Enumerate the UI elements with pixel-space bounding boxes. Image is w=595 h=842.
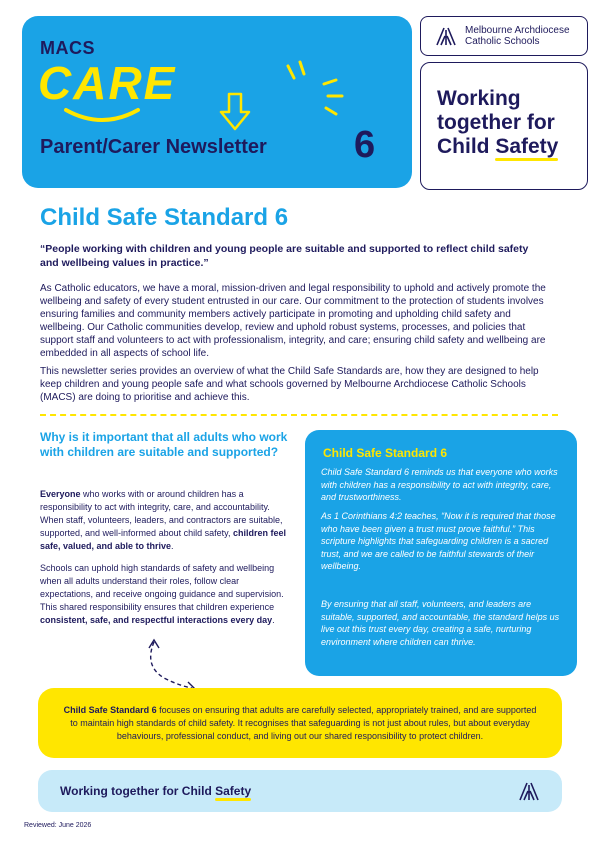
brand-small: MACS xyxy=(40,38,95,58)
summary-box xyxy=(38,688,562,758)
macs-logo-icon xyxy=(435,26,457,46)
macs-logo-icon xyxy=(518,781,540,801)
footer-highlight: Safety xyxy=(215,784,252,798)
intro-paragraph-2: This newsletter series provides an overview of what the Child Safe Standards are, how they are designed to help keep children and young people safe and what schools governed by Melbourne Archdiocese Catholic Schools (MACS) are doing to prioritise and achieve this. xyxy=(40,366,539,403)
newsletter-title: Parent/Carer Newsletter xyxy=(40,136,267,158)
why-paragraph-2: Schools can uphold high standards of safety and wellbeing when all adults understand their roles, follow clear expectations, and receive ongoing guidance and supervision. This shared responsibility ensures that children experience consistent, safe, and respectful interactions every day. xyxy=(40,563,284,625)
footer-banner xyxy=(38,770,562,812)
tagline-highlight: Safety xyxy=(495,135,559,158)
down-arrow-icon xyxy=(218,92,252,132)
tagline: Working together for Child Safety xyxy=(437,87,559,158)
dashed-arrow-icon xyxy=(140,636,200,692)
summary-text: Child Safe Standard 6 focuses on ensuring that adults are carefully selected, appropriately trained, and are supported to maintain high standards of child safety. It recognises that safeguarding is not just about rules, but about everyday behaviours, professional conduct, and living out our shared responsibility to protect children. xyxy=(63,705,537,741)
footer-tagline: Working together for Child Safety xyxy=(60,784,252,798)
care-smile-icon xyxy=(62,104,142,126)
card-paragraph-1: Child Safe Standard 6 reminds us that everyone who works with children has a responsibility to act with integrity, care, and trustworthiness. xyxy=(321,467,558,502)
org-logo xyxy=(420,16,588,56)
brand-care: CARE xyxy=(38,57,177,109)
page-title: Child Safe Standard 6 xyxy=(40,204,289,231)
section-divider xyxy=(40,414,558,416)
standard-quote: “People working with children and young people are suitable and supported to reflect child safety and wellbeing values in practice.” xyxy=(40,243,529,269)
card-paragraph-3: By ensuring that all staff, volunteers, and leaders are suitable, supported, and accountable, the standard helps us live out this trust every day, creating a safe, nurturing environment where children can thrive. xyxy=(321,599,560,647)
issue-number: 6 xyxy=(354,124,376,166)
standard-card xyxy=(305,430,577,676)
why-paragraph-1: Everyone who works with or around children has a responsibility to act with integrity, care, and accountability. When staff, volunteers, leaders, and contractors are suitable, supported, and well-informed about child safety, children feel safe, valued, and able to thrive. xyxy=(40,489,286,551)
tagline-box xyxy=(420,62,588,190)
org-name: Melbourne Archdiocese Catholic Schools xyxy=(465,25,570,47)
card-heading: Child Safe Standard 6 xyxy=(323,446,448,460)
why-heading: Why is it important that all adults who work with children are suitable and supported? xyxy=(40,430,288,459)
reviewed-date: Reviewed: June 2026 xyxy=(24,822,92,829)
intro-paragraph-1: As Catholic educators, we have a moral, mission-driven and legal responsibility to uphold and actively promote the wellbeing and safety of every student entrusted in our care. Our commitment to the protection of students involves ensuring families and community members actively participate in promoting and upholding child safety and wellbeing. Our Catholic communities develop, review and uphold robust systems, processes, and policies that support staff and volunteers to act with professionalism, integrity, and care; ensuring child safety and wellbeing are embedded in all aspects of school life. xyxy=(40,283,546,359)
card-paragraph-2: As 1 Corinthians 4:2 teaches, “Now it is required that those who have been given a trust must prove faithful.” This scripture highlights that safeguarding children is a sacred trust, and we are called to be faithful stewards of their wellbeing. xyxy=(321,511,556,571)
sparkle-lines-icon xyxy=(284,44,354,124)
header-banner xyxy=(22,16,412,188)
